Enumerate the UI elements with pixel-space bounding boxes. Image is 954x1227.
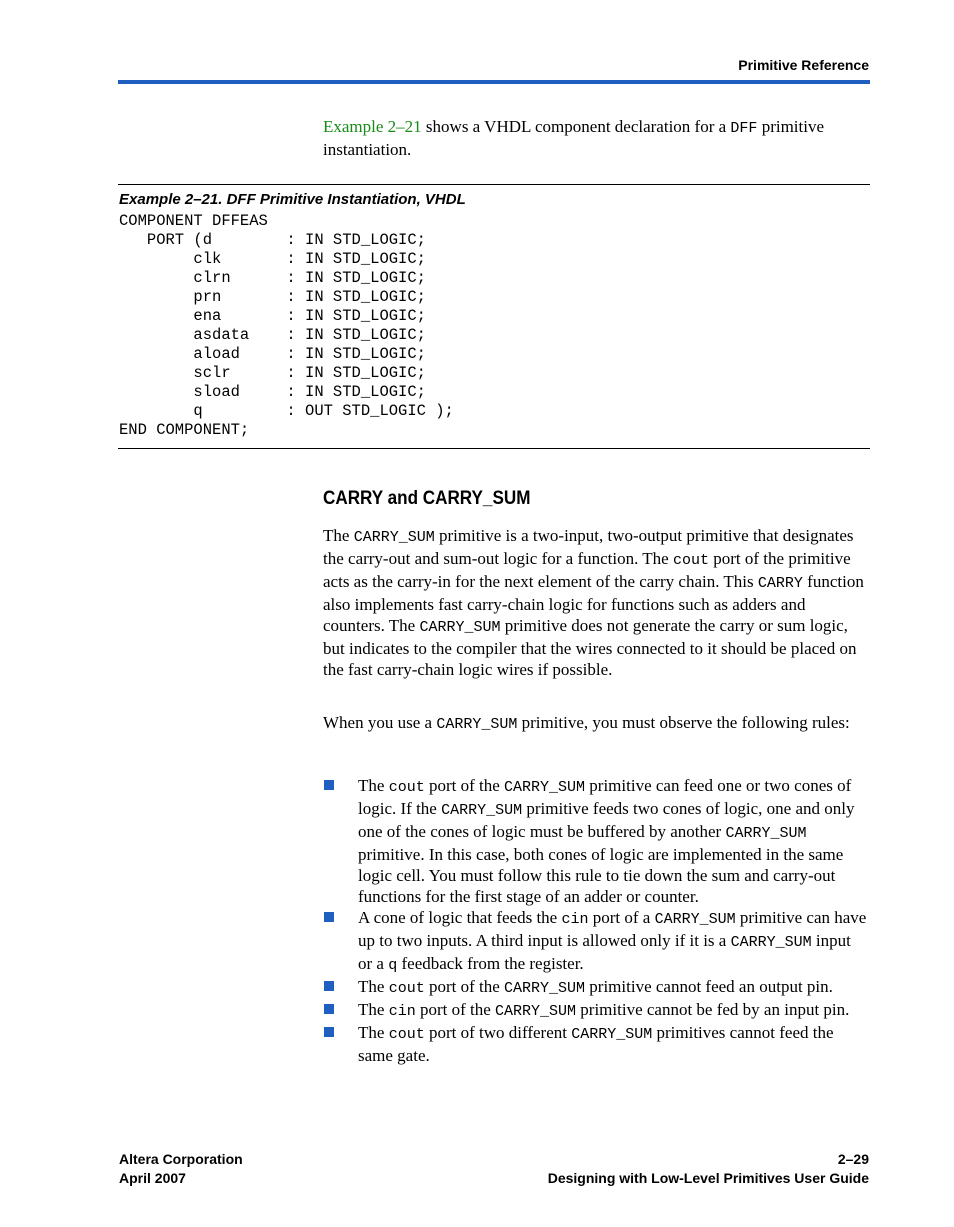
intro-paragraph: Example 2–21 shows a VHDL component declaration for a DFF primitive instantiation. (323, 117, 825, 159)
square-bullet-icon (324, 780, 334, 790)
vhdl-code-block: COMPONENT DFFEAS PORT (d : IN STD_LOGIC; clk : IN STD_LOGIC; clrn : IN STD_LOGIC; prn : IN STD_LOGIC; ena : IN STD_LOGIC; asdata : IN STD_LOGIC; aload : IN STD_LOGIC; sclr : IN STD_LOGIC; sload : IN STD_LOGIC; q : OUT STD_LOGIC ); END COMPONENT; (119, 212, 454, 439)
square-bullet-icon (324, 912, 334, 922)
list-item: The cin port of the CARRY_SUM primitive cannot be fed by an input pin. (323, 999, 868, 1022)
header-rule (118, 80, 870, 84)
footer-left (119, 1150, 243, 1188)
page-number: 2–29 (837, 1151, 869, 1167)
square-bullet-icon (324, 1004, 334, 1014)
body-paragraph-rules-intro: When you use a CARRY_SUM primitive, you must observe the following rules: (323, 713, 850, 733)
footer-date: April 2007 (119, 1170, 186, 1186)
example-caption: Example 2–21. DFF Primitive Instantiation, VHDL (119, 191, 466, 208)
example-top-rule (118, 184, 870, 185)
list-item: The cout port of the CARRY_SUM primitive can feed one or two cones of logic. If the CARRY_SUM primitive feeds two cones of logic, one and only one of the cones of logic must be buffered by another CARRY_SUM primitive. In this case, both cones of logic are implemented in the same logic cell. You must follow this rule to tie down the sum and carry-out functions for the first stage of an adder or counter. (323, 775, 868, 907)
running-header: Primitive Reference (738, 57, 869, 73)
section-heading: CARRY and CARRY_SUM (323, 488, 531, 509)
footer-right (548, 1150, 869, 1188)
list-item: A cone of logic that feeds the cin port of a CARRY_SUM primitive can have up to two inputs. A third input is allowed only if it is a CARRY_SUM input or a q feedback from the register. (323, 907, 868, 976)
square-bullet-icon (324, 1027, 334, 1037)
body-paragraph-carry-sum: The CARRY_SUM primitive is a two-input, two-output primitive that designates the carry-out and sum-out logic for a function. The cout port of the primitive acts as the carry-in for the next element of the carry chain. This CARRY function also implements fast carry-chain logic for functions such as adders and counters. The CARRY_SUM primitive does not generate the carry or sum logic, but indicates to the compiler that the wires connected to it should be placed on the fast carry-chain logic wires if possible. (323, 526, 864, 679)
example-cross-reference-link[interactable]: Example 2–21 (323, 117, 422, 136)
footer-guide-title: Designing with Low-Level Primitives User Guide (547, 1170, 869, 1186)
example-bottom-rule (118, 448, 870, 449)
square-bullet-icon (324, 981, 334, 991)
list-item: The cout port of the CARRY_SUM primitive cannot feed an output pin. (323, 976, 868, 999)
footer-company: Altera Corporation (119, 1151, 243, 1167)
list-item: The cout port of two different CARRY_SUM primitives cannot feed the same gate. (323, 1022, 868, 1066)
rules-list (323, 775, 868, 1066)
